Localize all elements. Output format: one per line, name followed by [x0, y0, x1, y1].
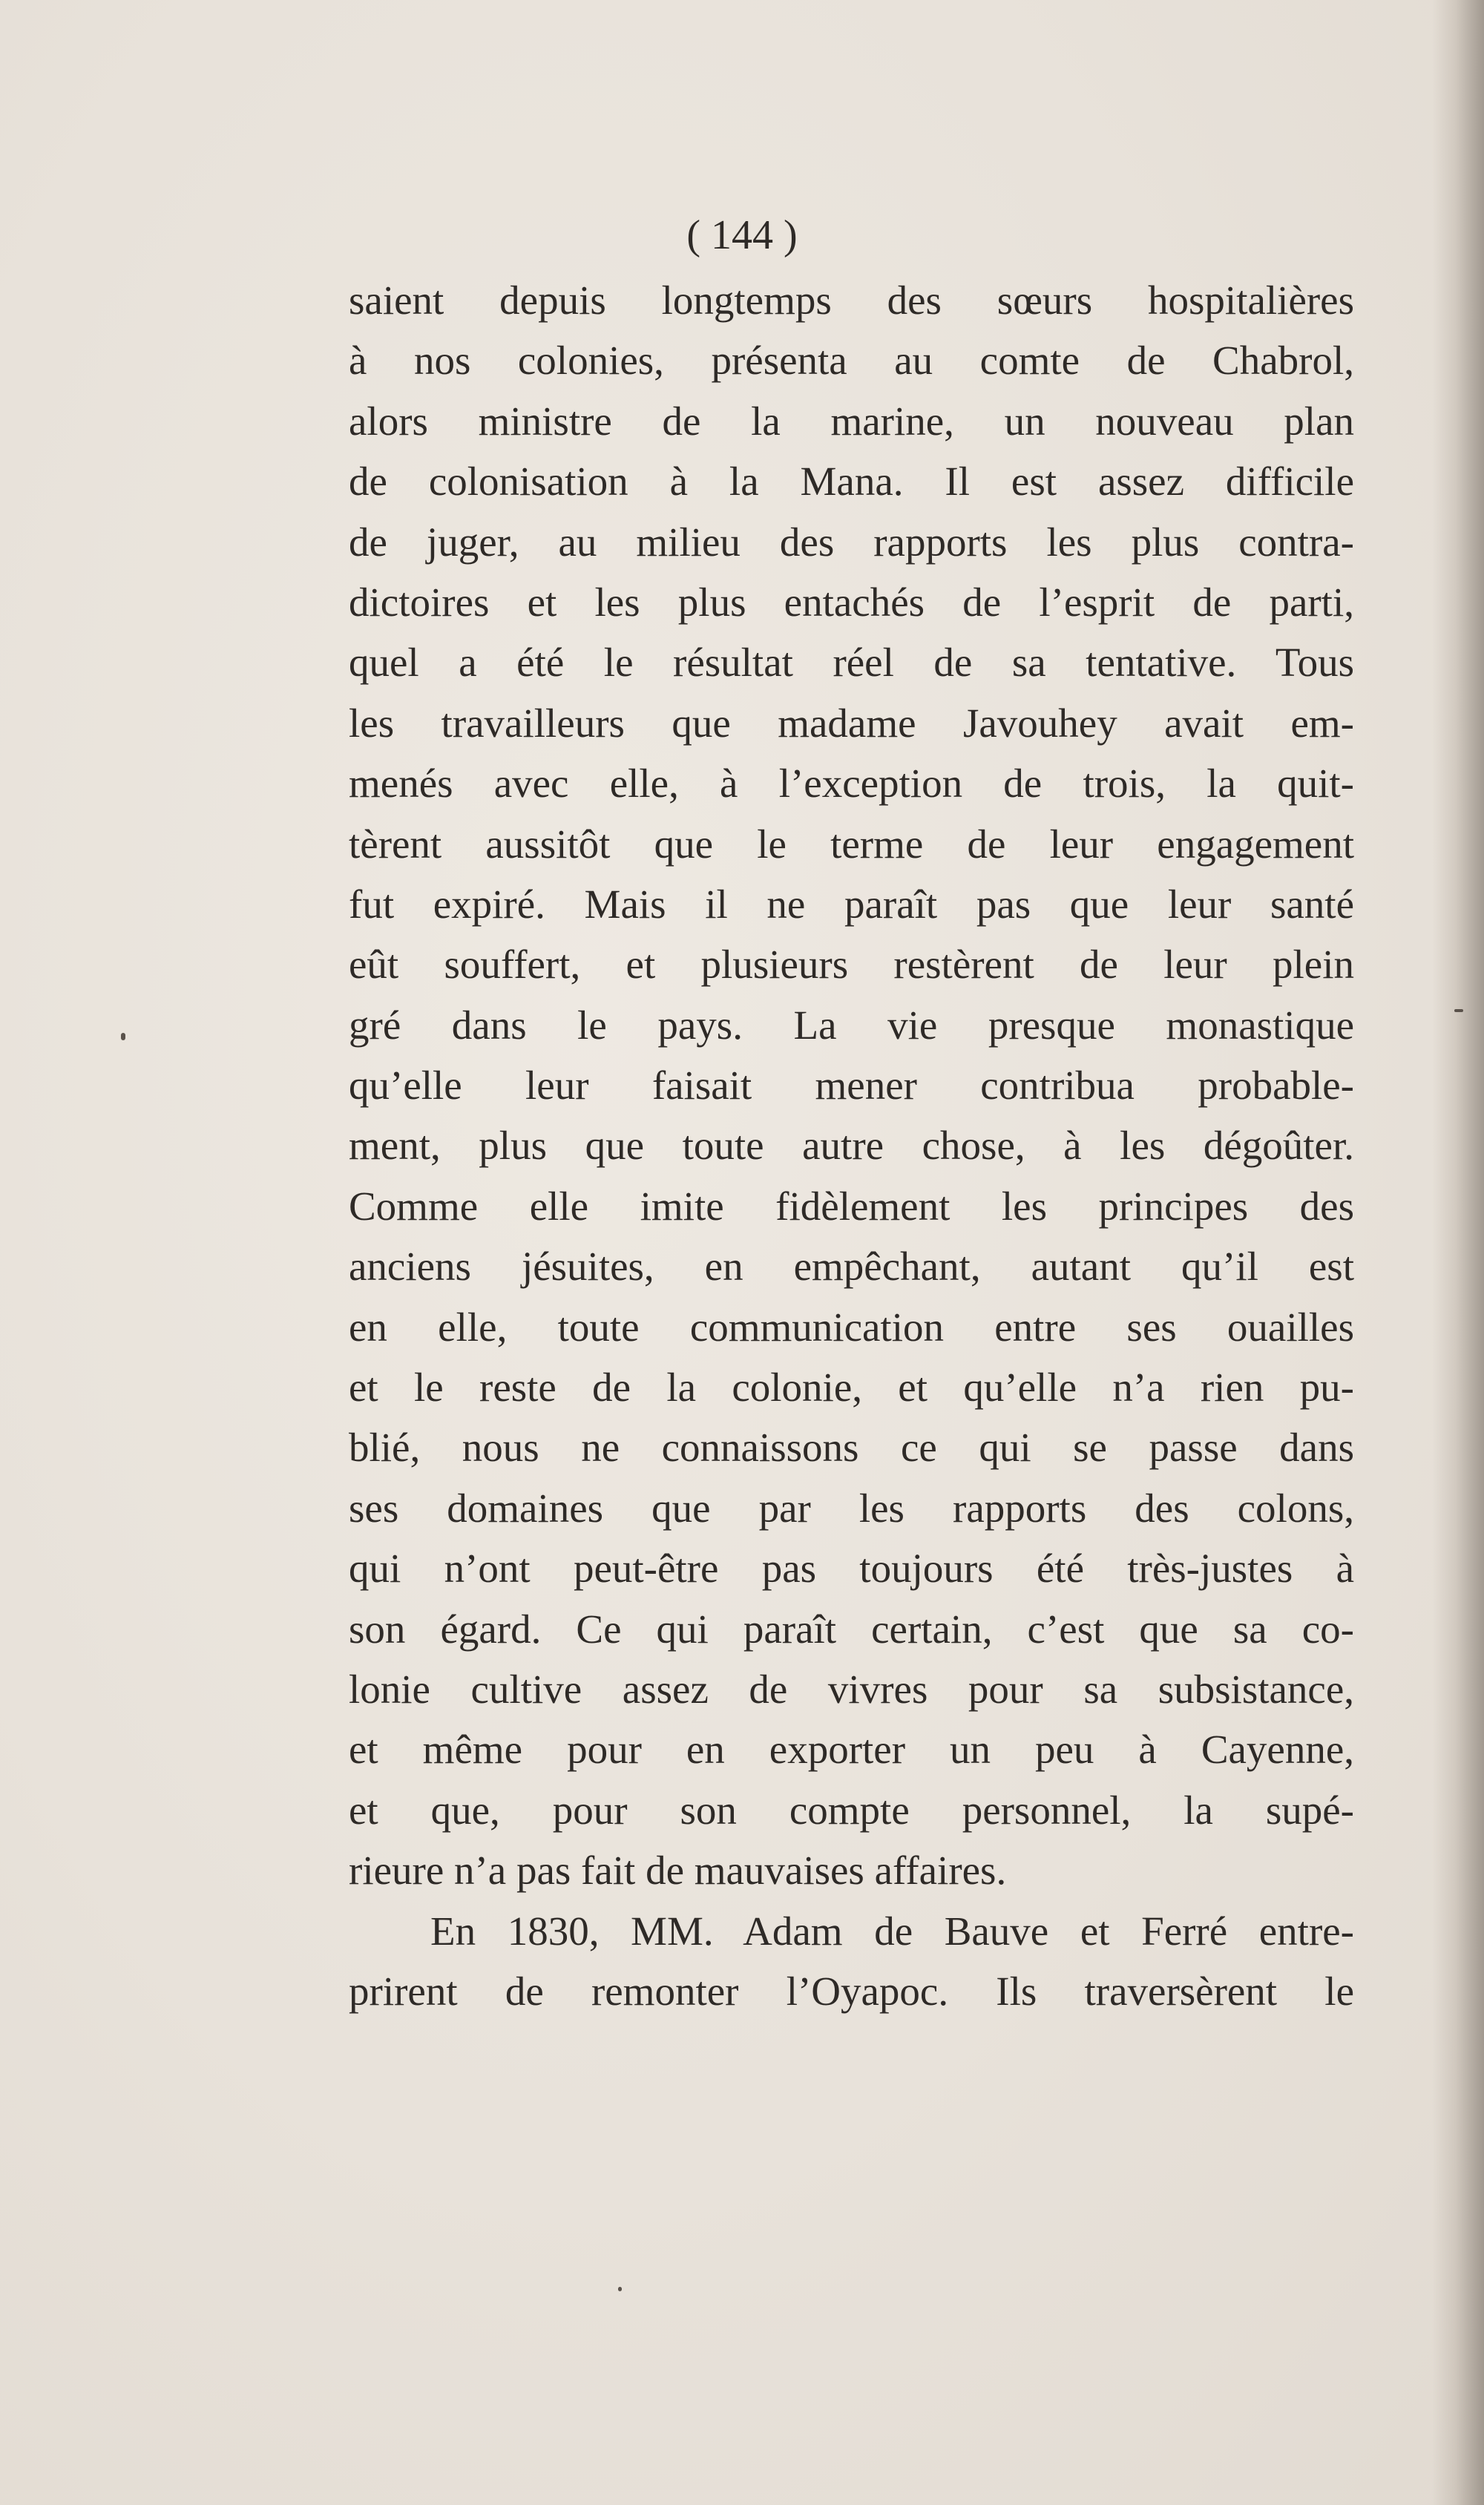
paragraph-end-line: rieure n’a pas fait de mauvaises affaires. [349, 1848, 1007, 1894]
body-text [349, 270, 1354, 2021]
text-line: saient depuis longtemps des sœurs hospitalières [349, 278, 1354, 323]
paper-speck [121, 1033, 125, 1040]
text-line: son égard. Ce qui paraît certain, c’est que sa co- [349, 1606, 1354, 1652]
text-line: ses domaines que par les rapports des colons, [349, 1485, 1354, 1531]
page-number: ( 144 ) [686, 212, 798, 258]
text-line: qu’elle leur faisait mener contribua probable- [349, 1063, 1354, 1109]
text-line: ment, plus que toute autre chose, à les dégoûter. [349, 1123, 1354, 1169]
text-line: de colonisation à la Mana. Il est assez difficile [349, 459, 1354, 505]
text-line: anciens jésuites, en empêchant, autant qu’il est [349, 1244, 1354, 1290]
text-line: qui n’ont peut-être pas toujours été très-justes à [349, 1546, 1354, 1592]
text-line: alors ministre de la marine, un nouveau plan [349, 398, 1354, 444]
text-line: blié, nous ne connaissons ce qui se passe dans [349, 1425, 1354, 1471]
paper-speck [618, 2287, 622, 2291]
text-line: et que, pour son compte personnel, la supé- [349, 1787, 1354, 1833]
text-line: à nos colonies, présenta au comte de Chabrol, [349, 338, 1354, 384]
text-line: menés avec elle, à l’exception de trois, la quit- [349, 761, 1354, 807]
text-line: lonie cultive assez de vivres pour sa subsistance, [349, 1666, 1354, 1712]
paper-speck [1454, 1009, 1463, 1012]
text-line: gré dans le pays. La vie presque monastique [349, 1002, 1354, 1048]
text-line: et même pour en exporter un peu à Cayenne, [349, 1727, 1354, 1773]
text-line: en elle, toute communication entre ses ouailles [349, 1304, 1354, 1350]
paragraph-start-line: En 1830, MM. Adam de Bauve et Ferré entre- [430, 1908, 1354, 1954]
text-line: tèrent aussitôt que le terme de leur engagement [349, 821, 1354, 867]
text-line: les travailleurs que madame Javouhey avait em- [349, 700, 1354, 746]
text-line: quel a été le résultat réel de sa tentative. Tous [349, 640, 1354, 686]
text-line: et le reste de la colonie, et qu’elle n’a rien pu- [349, 1365, 1354, 1411]
text-line: dictoires et les plus entachés de l’esprit de parti, [349, 579, 1354, 625]
binding-shadow [1432, 0, 1484, 2505]
text-line: Comme elle imite fidèlement les principes des [349, 1183, 1354, 1229]
text-line: de juger, au milieu des rapports les plus contra- [349, 519, 1354, 565]
text-line: fut expiré. Mais il ne paraît pas que leur santé [349, 881, 1354, 927]
text-line: prirent de remonter l’Oyapoc. Ils traversèrent le [349, 1968, 1354, 2014]
text-line: eût souffert, et plusieurs restèrent de leur plein [349, 942, 1354, 988]
